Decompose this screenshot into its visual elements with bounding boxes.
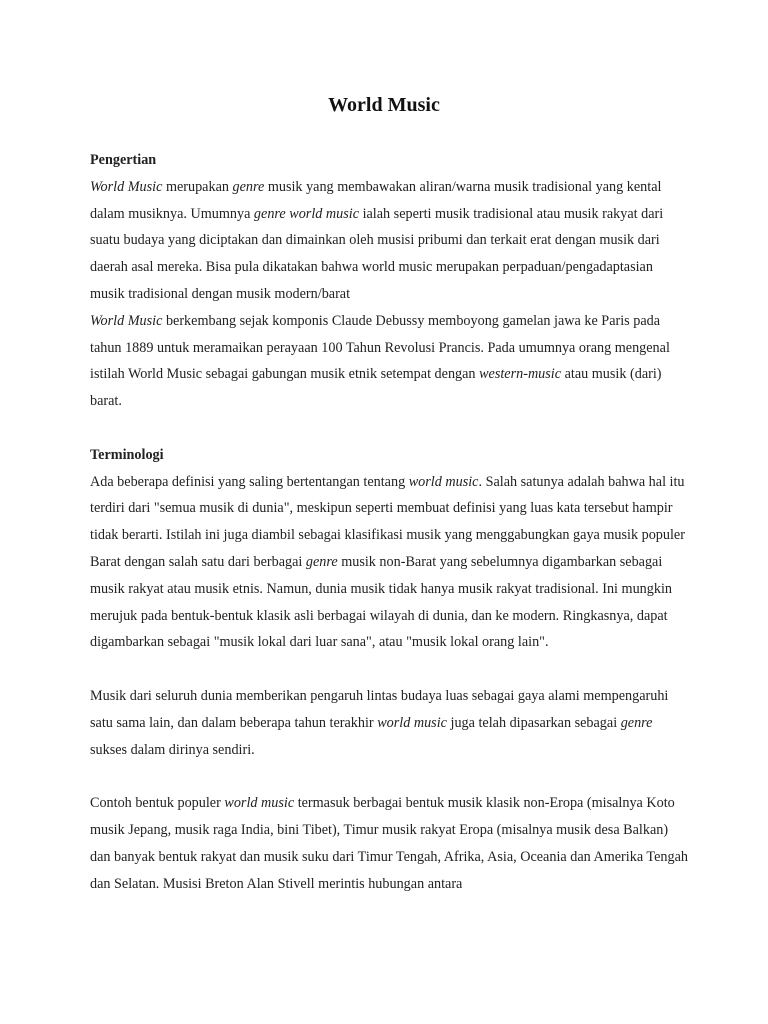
section-heading: Terminologi (90, 446, 164, 463)
text-run: Ada beberapa definisi yang saling bertentangan tentang (90, 473, 409, 490)
text-run: juga telah dipasarkan sebagai (446, 714, 621, 731)
italic-text: World Music (90, 178, 163, 195)
text-run: ialah seperti musik tradisional atau musik rakyat dari suatu budaya yang diciptakan dan dimainkan oleh musisi pribumi dan terkait erat dengan musik dari daerah asal mereka. Bisa pula dikatakan bahwa world music merupakan perpaduan/pengadaptasian musik tradisional dengan musik modern/barat (90, 205, 664, 302)
paragraph (90, 174, 690, 308)
text-run: berkembang sejak komponis Claude Debussy memboyong gamelan jawa ke Paris pada tahun 1889 untuk meramaikan perayaan 100 Tahun Revolusi Prancis. Pada umumnya orang mengenal istilah World Music sebagai gabungan musik etnik setempat dengan (90, 312, 670, 383)
paragraph (90, 683, 690, 763)
document-title: World Music (328, 94, 440, 116)
italic-text: World Music (90, 312, 163, 329)
italic-text: western-music (479, 366, 562, 383)
paragraph (90, 308, 690, 415)
section-heading: Pengertian (90, 152, 157, 168)
text-run: atau musik (dari) barat. (90, 366, 662, 410)
text-run: Contoh bentuk populer (90, 795, 225, 812)
section-spacer (90, 415, 690, 442)
paragraph (90, 790, 690, 897)
italic-text: world music (377, 714, 447, 731)
text-run: merupakan (162, 178, 233, 195)
italic-text: world music (408, 473, 479, 490)
text-run: termasuk berbagai bentuk musik klasik non-Eropa (misalnya Koto musik Jepang, musik raga India, bini Tibet), Timur musik rakyat Eropa (misalnya musik desa Balkan) dan banyak bentuk rakyat dan musik suku dari Timur Tengah, Afrika, Asia, Oceania dan Amerika Tengah dan Selatan. Musisi Breton Alan Stivell merintis hubungan antara (90, 795, 688, 892)
document-body (90, 147, 690, 897)
text-run: . Salah satunya adalah bahwa hal itu terdiri dari "semua musik di dunia", meskipun seperti membuat definisi yang luas kata tersebut hampir tidak berarti. Istilah ini juga diambil sebagai klasifikasi musik yang menggabungkan gaya musik populer Barat dengan salah satu dari berbagai (90, 473, 685, 570)
italic-text: genre (232, 178, 265, 195)
section-spacer (90, 763, 690, 790)
italic-text: genre world music (253, 205, 360, 222)
italic-text: genre (305, 553, 338, 570)
italic-text: genre (620, 714, 653, 731)
paragraph (90, 469, 690, 657)
italic-text: world music (224, 795, 295, 812)
text-run: musik yang membawakan aliran/warna musik tradisional yang kental dalam musiknya. Umumnya (90, 178, 662, 222)
text-run: Musik dari seluruh dunia memberikan pengaruh lintas budaya luas sebagai gaya alami mempengaruhi satu sama lain, dan dalam beberapa tahun terakhir (90, 687, 669, 731)
text-run: sukses dalam dirinya sendiri. (90, 741, 255, 758)
text-run: musik non-Barat yang sebelumnya digambarkan sebagai musik rakyat atau musik etnis. Namun, dunia musik tidak hanya musik rakyat tradisional. Ini mungkin merujuk pada bentuk-bentuk klasik asli berbagai wilayah di dunia, dan ke modern. Ringkasnya, dapat digambarkan sebagai "musik lokal dari luar sana", atau "musik lokal orang lain". (90, 553, 672, 651)
section-spacer (90, 656, 690, 683)
